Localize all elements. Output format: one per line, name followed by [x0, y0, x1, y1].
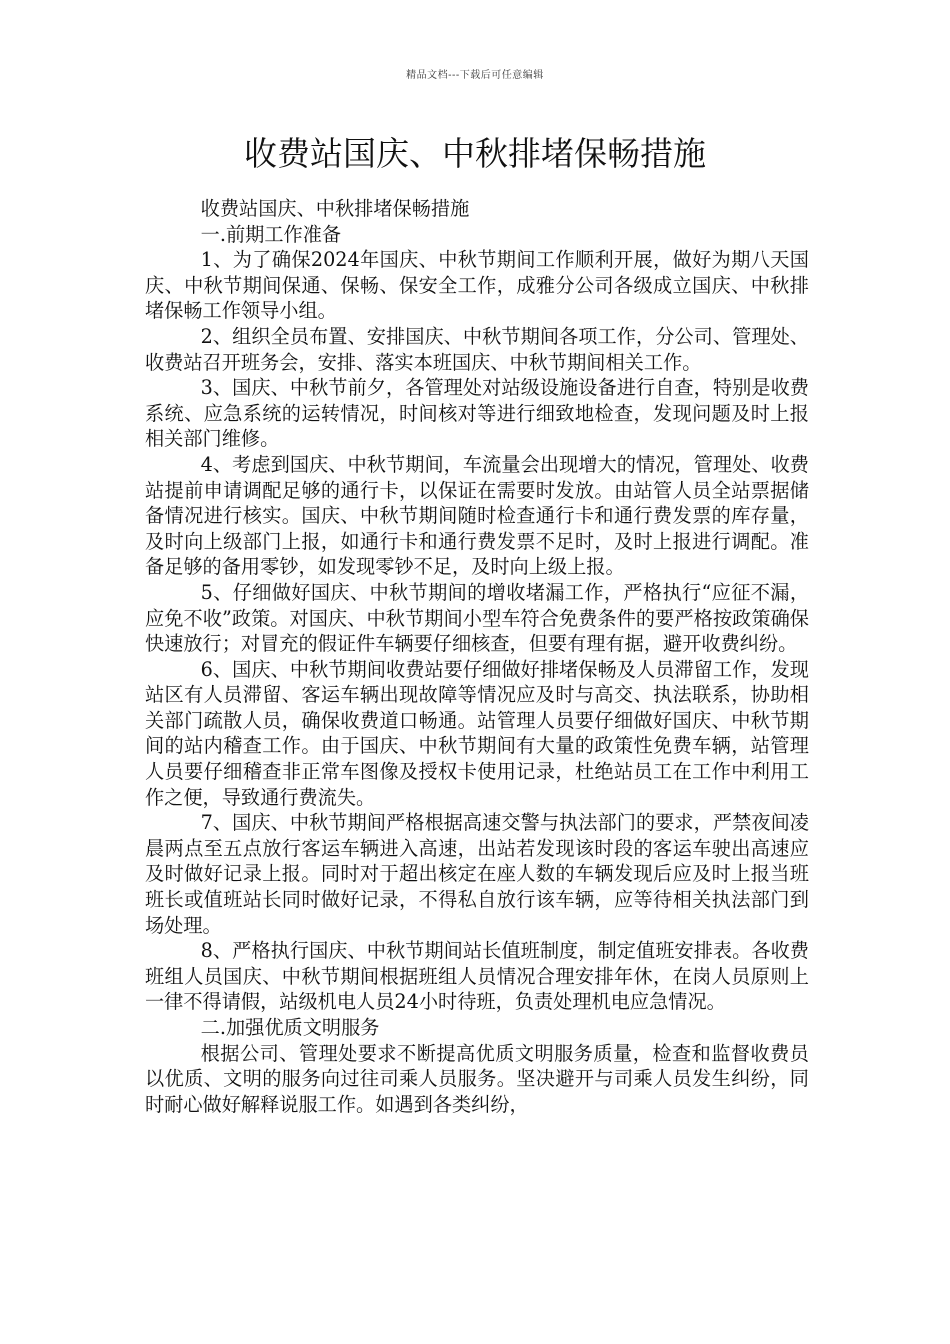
paragraph-8: 8、严格执行国庆、中秋节期间站长值班制度，制定值班安排表。各收费班组人员国庆、中秋节期间根据班组人员情况合理安排年休，在岗人员原则上一律不得请假，站级机电人员24小时待班，负责处理机电应急情况。	[145, 939, 809, 1014]
paragraph-2: 2、组织全员布置、安排国庆、中秋节期间各项工作，分公司、管理处、收费站召开班务会，安排、落实本班国庆、中秋节期间相关工作。	[145, 324, 809, 374]
document-subtitle: 收费站国庆、中秋排堵保畅措施	[200, 197, 470, 220]
document-title: 收费站国庆、中秋排堵保畅措施	[244, 134, 706, 173]
paragraph-6: 6、国庆、中秋节期间收费站要仔细做好排堵保畅及人员滞留工作，发现站区有人员滞留、客运车辆出现故障等情况应及时与高交、执法联系，协助相关部门疏散人员，确保收费道口畅通。站管理人员要仔细做好国庆、中秋节期间的站内稽查工作。由于国庆、中秋节期间有大量的政策性免费车辆，站管理人员要仔细稽查非正常车图像及授权卡使用记录，杜绝站员工在工作中利用工作之便，导致通行费流失。	[145, 657, 809, 809]
section-heading-1: 一.前期工作准备	[200, 222, 342, 246]
header-watermark: 精品文档---下载后可任意编辑	[406, 70, 544, 81]
paragraph-7: 7、国庆、中秋节期间严格根据高速交警与执法部门的要求，严禁夜间凌晨两点至五点放行客运车辆进入高速，出站若发现该时段的客运车驶出高速应及时做好记录上报。同时对于超出核定在座人数的车辆发现后应及时上报当班班长或值班站长同时做好记录，不得私自放行该车辆，应等待相关执法部门到场处理。	[145, 811, 809, 937]
paragraph-3: 3、国庆、中秋节前夕，各管理处对站级设施设备进行自查，特别是收费系统、应急系统的运转情况，时间核对等进行细致地检查，发现问题及时上报相关部门维修。	[145, 376, 809, 451]
paragraph-5: 5、仔细做好国庆、中秋节期间的增收堵漏工作，严格执行“应征不漏，应免不收”政策。对国庆、中秋节期间小型车符合免费条件的要严格按政策确保快速放行；对冒充的假证件车辆要仔细核查，但要有理有据，避开收费纠纷。	[145, 580, 809, 656]
paragraph-4: 4、考虑到国庆、中秋节期间，车流量会出现增大的情况，管理处、收费站提前申请调配足够的通行卡，以保证在需要时发放。由站管人员全站票据储备情况进行核实。国庆、中秋节期间随时检查通行卡和通行费发票的库存量，及时向上级部门上报，如通行卡和通行费发票不足时，及时上报进行调配。准备足够的备用零钞，如发现零钞不足，及时向上级上报。	[145, 452, 809, 579]
paragraph-9: 根据公司、管理处要求不断提高优质文明服务质量，检查和监督收费员以优质、文明的服务向过往司乘人员服务。坚决避开与司乘人员发生纠纷，同时耐心做好解释说服工作。如遇到各类纠纷，	[145, 1041, 809, 1116]
paragraph-1: 1、为了确保2024年国庆、中秋节期间工作顺利开展，做好为期八天国庆、中秋节期间保通、保畅、保安全工作，成雅分公司各级成立国庆、中秋排堵保畅工作领导小组。	[145, 248, 809, 323]
document-body	[145, 196, 809, 1117]
section-heading-2: 二.加强优质文明服务	[200, 1016, 380, 1039]
